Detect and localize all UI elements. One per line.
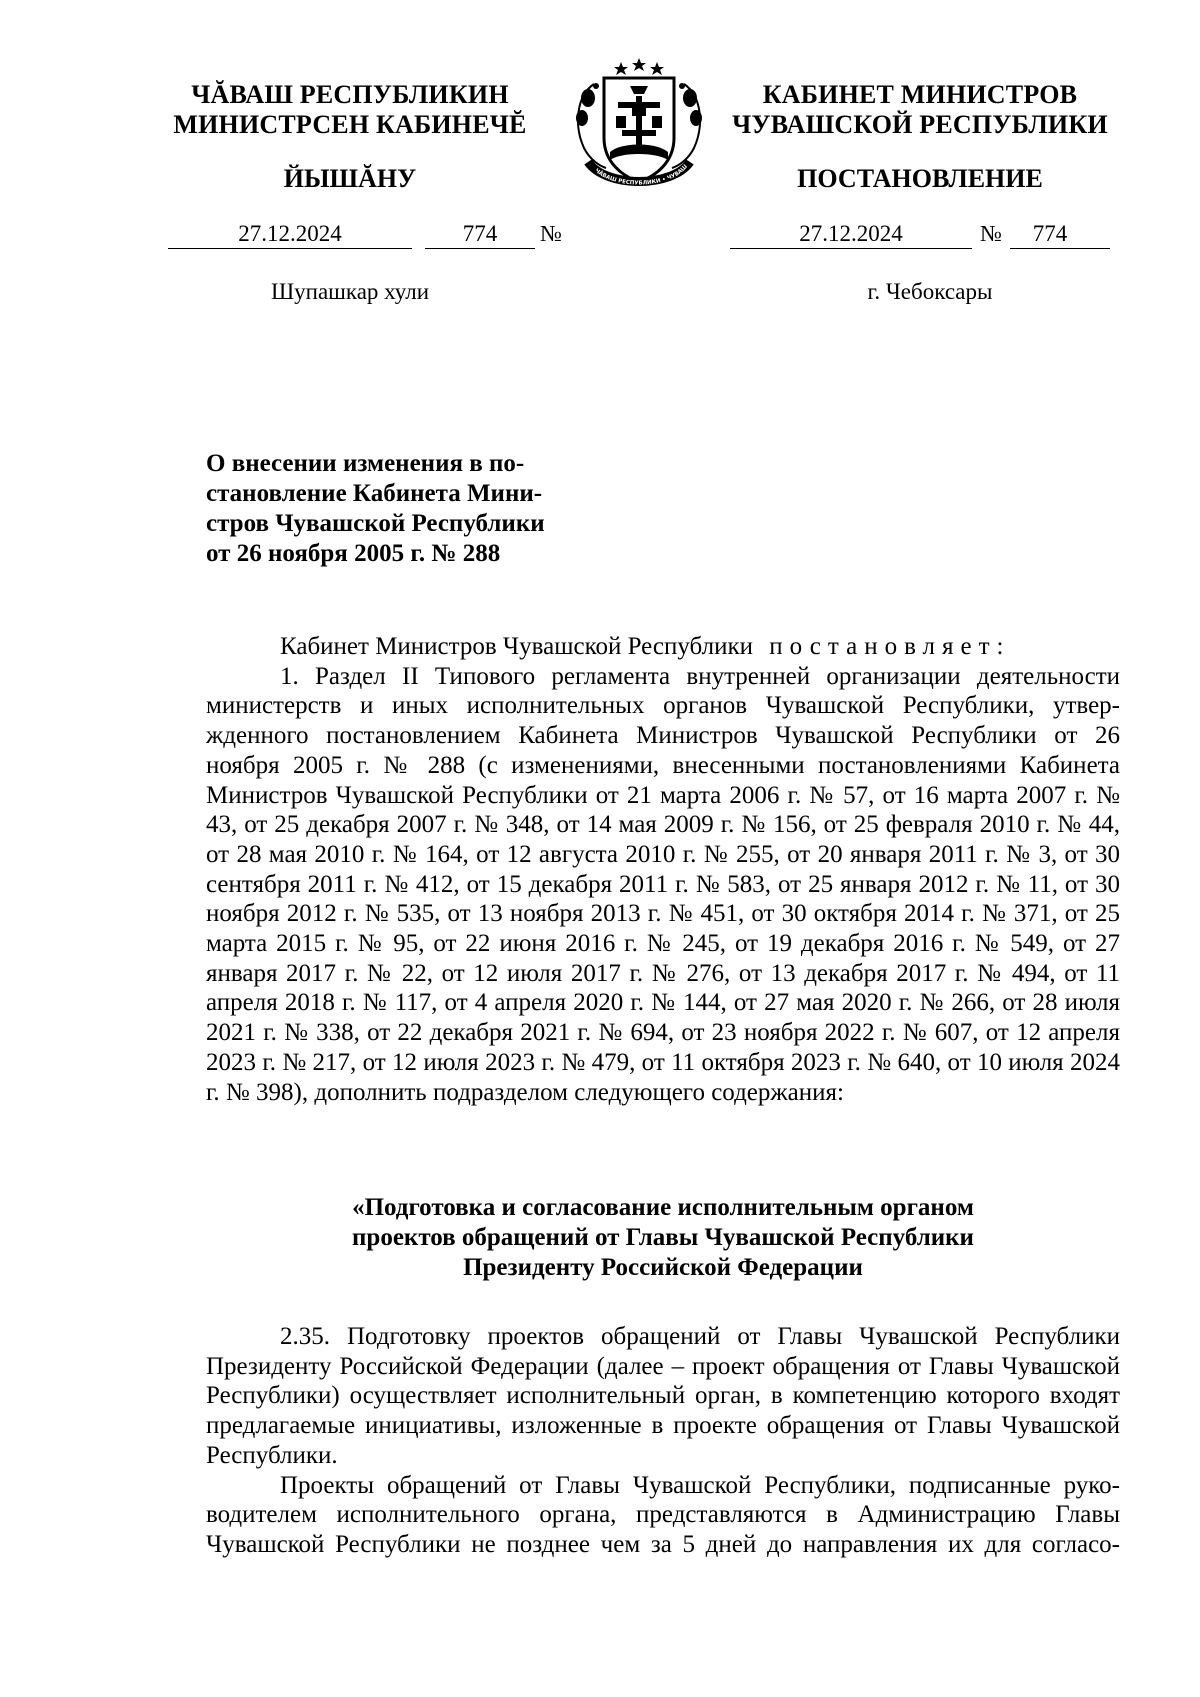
right-number-sign: №: [980, 221, 1002, 246]
coat-of-arms-icon: [566, 56, 712, 192]
right-number: 774: [1032, 221, 1068, 246]
section-head-line1: «Подготовка и согласование исполнительным органом: [352, 1194, 974, 1221]
document-body-continued: [206, 1322, 1120, 1560]
document-title: [206, 449, 586, 569]
header-right-line1: КАБИНЕТ МИНИСТРОВ: [762, 80, 1078, 109]
right-number-underline: [1010, 248, 1110, 249]
left-date-underline: [168, 248, 412, 249]
place-left: Шупашкар хули: [270, 279, 430, 304]
header-left-line2: МИНИСТРСЕН КАБИНЕЧĔ: [173, 110, 527, 139]
title-line1: О внесении изменения в по-: [206, 450, 525, 477]
place-right: г. Чебоксары: [867, 279, 993, 304]
header-right-doc-type: ПОСТАНОВЛЕНИЕ: [797, 164, 1043, 193]
svg-text:ЧĂВАШ РЕСПУБЛИКИ • ЧУВАШСКАЯ Р: ЧĂВАШ РЕСПУБЛИКИ • ЧУВАШ: [593, 163, 689, 187]
section-head-line2: проектов обращений от Главы Чувашской Республики: [352, 1224, 974, 1251]
preamble-verb: постановляет:: [769, 633, 1011, 660]
document-body: [206, 632, 1120, 1107]
title-line2: становление Кабинета Мини-: [206, 480, 543, 507]
header-left-line1: ЧĂВАШ РЕСПУБЛИКИН: [191, 80, 509, 109]
preamble: [206, 632, 1120, 662]
title-line4: от 26 ноября 2005 г. № 288: [206, 540, 501, 567]
preamble-subject: Кабинет Министров Чувашской Республики: [280, 633, 754, 660]
header-left-org: [150, 80, 550, 140]
left-date: 27.12.2024: [238, 221, 342, 246]
right-date-underline: [730, 248, 972, 249]
header-left-doc-type: ЙЫШĂНУ: [283, 164, 417, 193]
right-date: 27.12.2024: [799, 221, 903, 246]
subsection-heading: [206, 1193, 1120, 1283]
paragraph-2-35: 2.35. Подготовку проектов обращений от Главы Чувашской Республики Президенту Российской Федерации (далее – проект обращения от Главы Чувашской Республики) осуществляет исполнительный орган, в компетенцию которого входят предлагаемые инициативы, изложенные в проекте обращения от Главы Чувашской Республики.: [206, 1323, 1120, 1469]
section-head-line3: Президенту Российской Федерации: [463, 1254, 863, 1281]
paragraph-1: 1. Раздел II Типового регламента внутренней организации деятельности министерств и иных исполнительных органов Чувашской Республики, утвержденного постановлением Кабинета Министров Чувашской Республики от 26 ноября 2005 г. № 288 (с изменениями, внесенными постановлениями Кабинета Министров Чувашской Республики от 21 марта 2006 г. № 57, от 16 марта 2007 г. № 43, от 25 декабря 2007 г. № 348, от 14 мая 2009 г. № 156, от 25 февраля 2010 г. № 44, от 28 мая 2010 г. № 164, от 12 августа 2010 г. № 255, от 20 января 2011 г. № 3, от 30 сентября 2011 г. № 412, от 15 декабря 2011 г. № 583, от 25 января 2012 г. № 11, от 30 ноября 2012 г. № 535, от 13 ноября 2013 г. № 451, от 30 октября 2014 г. № 371, от 25 марта 2015 г. № 95, от 22 июня 2016 г. № 245, от 19 декабря 2016 г. № 549, от 27 января 2017 г. № 22, от 12 июля 2017 г. № 276, от 13 декабря 2017 г. № 494, от 11 апреля 2018 г. № 117, от 4 апреля 2020 г. № 144, от 27 мая 2020 г. № 266, от 28 июля 2021 г. № 338, от 22 декабря 2021 г. № 694, от 23 ноября 2022 г. № 607, от 12 апреля 2023 г. № 217, от 12 июля 2023 г. № 479, от 11 октября 2023 г. № 640, от 10 июля 2024 г. № 398), дополнить подразделом следующего содержания:: [206, 662, 1120, 1106]
left-number-underline: [425, 248, 535, 249]
left-number: 774: [462, 221, 498, 246]
header-right-org: [720, 80, 1120, 140]
header-right-line2: ЧУВАШСКОЙ РЕСПУБЛИКИ: [732, 110, 1108, 139]
left-number-sign: №: [540, 221, 562, 246]
paragraph-3: Проекты обращений от Главы Чувашской Республики, подписанные руководителем исполнительного органа, представляются в Администрацию Главы Чувашской Республики не позднее чем за 5 дней до направления их для согласо-: [206, 1471, 1120, 1558]
title-line3: стров Чувашской Республики: [206, 510, 545, 537]
